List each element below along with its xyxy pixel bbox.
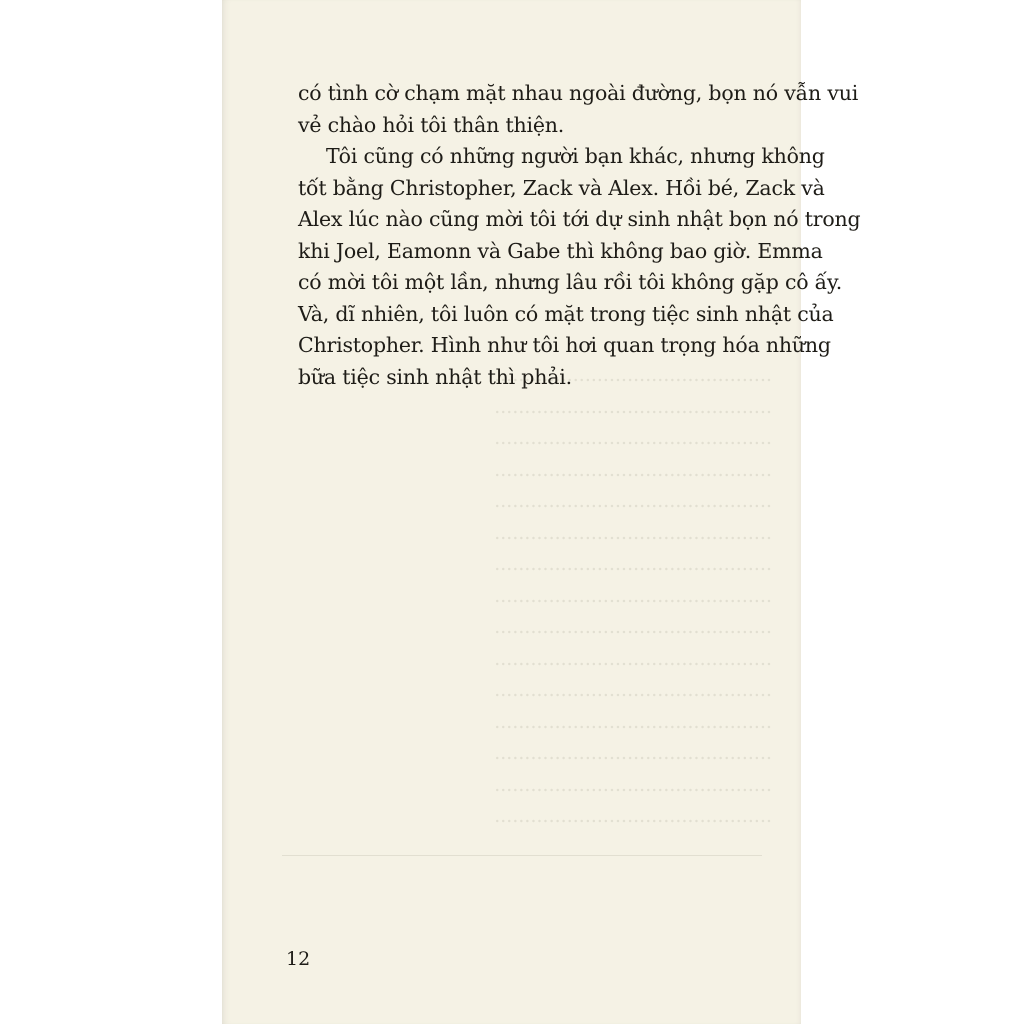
reverse-side-footnote-rule [282, 855, 762, 856]
text-line: tốt bằng Christopher, Zack và Alex. Hồi bé, Zack và [298, 175, 825, 200]
page-number: 12 [286, 948, 311, 970]
body-text [298, 78, 861, 393]
book-page [222, 0, 861, 1024]
text-line: khi Joel, Eamonn và Gabe thì không bao giờ. Emma [298, 238, 823, 263]
text-line: Và, dĩ nhiên, tôi luôn có mặt trong tiệc sinh nhật của [298, 301, 834, 326]
text-line: Alex lúc nào cũng mời tôi tới dự sinh nhật bọn nó trong [298, 207, 861, 231]
reverse-side-bleed-through: .............................................. .............................................. .............................................. .............................................. .............................................. .............................................. .............................................. .............................................. .............................................. .............................................. .............................................. .............................................. .............................................. .............................................. .............................................. [494, 364, 772, 827]
text-line: bữa tiệc sinh nhật thì phải. [298, 364, 572, 389]
text-line: vẻ chào hỏi tôi thân thiện. [298, 112, 565, 137]
text-line: có tình cờ chạm mặt nhau ngoài đường, bọn nó vẫn vui [298, 81, 859, 105]
paragraph-start-line: Tôi cũng có những người bạn khác, nhưng không [326, 144, 825, 168]
text-line: Christopher. Hình như tôi hơi quan trọng hóa những [298, 333, 831, 357]
text-line: có mời tôi một lần, nhưng lâu rồi tôi không gặp cô ấy. [298, 270, 843, 294]
